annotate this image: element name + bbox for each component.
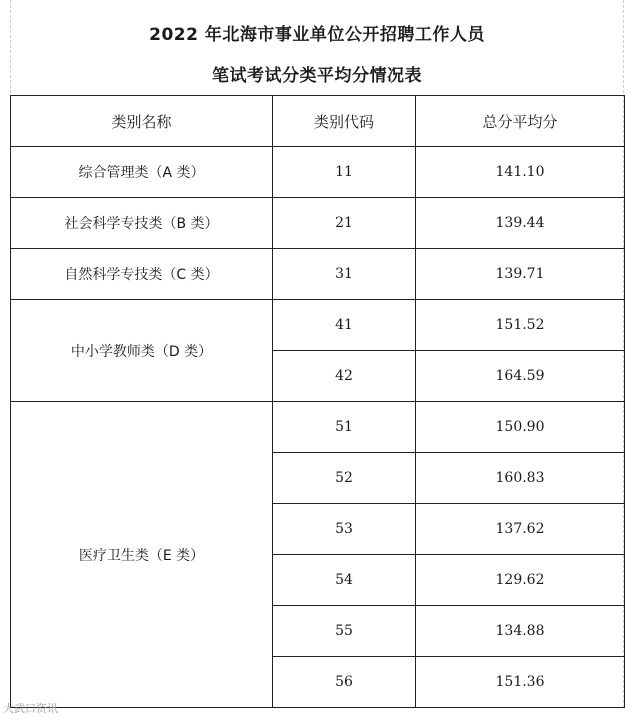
category-name: 中小学教师类（D 类） bbox=[11, 300, 273, 402]
category-code: 53 bbox=[273, 504, 416, 555]
table-row bbox=[11, 147, 625, 198]
page-subtitle: 笔试考试分类平均分情况表 bbox=[212, 66, 422, 86]
header-category: 类别名称 bbox=[11, 96, 273, 147]
category-code: 51 bbox=[273, 402, 416, 453]
table-row bbox=[11, 198, 625, 249]
header-average: 总分平均分 bbox=[416, 96, 625, 147]
average-score: 151.52 bbox=[416, 300, 625, 351]
average-score: 137.62 bbox=[416, 504, 625, 555]
average-score: 134.88 bbox=[416, 606, 625, 657]
category-code: 54 bbox=[273, 555, 416, 606]
category-code: 56 bbox=[273, 657, 416, 708]
category-name: 综合管理类（A 类） bbox=[11, 147, 273, 198]
category-name: 社会科学专技类（B 类） bbox=[11, 198, 273, 249]
category-name: 医疗卫生类（E 类） bbox=[11, 402, 273, 708]
table-row bbox=[11, 249, 625, 300]
average-score: 129.62 bbox=[416, 555, 625, 606]
watermark: 大武口资讯 bbox=[3, 702, 58, 715]
average-score: 151.36 bbox=[416, 657, 625, 708]
average-score: 150.90 bbox=[416, 402, 625, 453]
average-score: 139.44 bbox=[416, 198, 625, 249]
header-row bbox=[11, 96, 625, 147]
page-title: 2022 年北海市事业单位公开招聘工作人员 bbox=[149, 25, 485, 45]
header-code: 类别代码 bbox=[273, 96, 416, 147]
category-code: 31 bbox=[273, 249, 416, 300]
category-code: 21 bbox=[273, 198, 416, 249]
category-code: 11 bbox=[273, 147, 416, 198]
average-score: 139.71 bbox=[416, 249, 625, 300]
average-score: 164.59 bbox=[416, 351, 625, 402]
average-score: 141.10 bbox=[416, 147, 625, 198]
category-code: 42 bbox=[273, 351, 416, 402]
category-code: 41 bbox=[273, 300, 416, 351]
average-score: 160.83 bbox=[416, 453, 625, 504]
table-row bbox=[11, 402, 625, 453]
category-name: 自然科学专技类（C 类） bbox=[11, 249, 273, 300]
score-table bbox=[10, 95, 625, 708]
category-code: 55 bbox=[273, 606, 416, 657]
table-row bbox=[11, 300, 625, 351]
category-code: 52 bbox=[273, 453, 416, 504]
